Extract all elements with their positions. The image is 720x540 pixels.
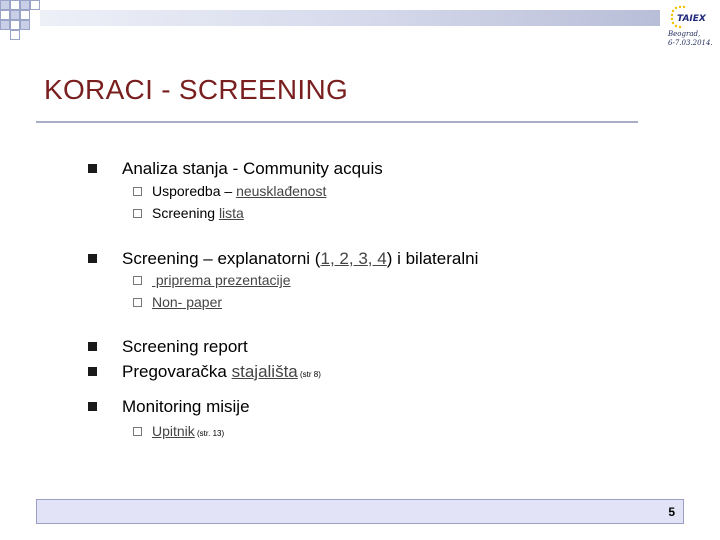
logo-text: TAIEX	[677, 14, 706, 24]
date-stamp	[668, 30, 720, 48]
checkbox-bullet-icon	[133, 298, 142, 307]
bullet-item-screening-report: Screening report	[88, 337, 248, 357]
title-divider	[36, 121, 638, 123]
stamp-line-1: Beograd,	[668, 30, 701, 38]
stamp-line-2: 6-7.03.2014.	[668, 39, 713, 47]
link-2[interactable]: 2	[339, 249, 349, 268]
sub-item-screening-lista: Screening lista	[133, 205, 244, 221]
checkbox-bullet-icon	[133, 187, 142, 196]
bullet-square-icon	[88, 367, 97, 376]
sub-item-upitnik	[133, 423, 224, 439]
bullet-item-monitoring: Monitoring misije	[88, 397, 250, 417]
link-sep[interactable]: ,	[348, 249, 359, 268]
link-stajalista[interactable]: stajališta	[231, 362, 298, 381]
link-3[interactable]: 3	[358, 249, 368, 268]
checkbox-bullet-icon	[133, 427, 142, 436]
bullet-text: Analiza stanja - Community acquis	[122, 159, 383, 178]
link-lista[interactable]: lista	[218, 205, 244, 221]
link-priprema-prezentacije[interactable]: priprema prezentacije	[152, 272, 291, 288]
link-sep[interactable]: ,	[367, 249, 378, 268]
footer-bar	[36, 499, 684, 524]
sub-item-priprema	[133, 272, 291, 288]
bullet-square-icon	[88, 342, 97, 351]
bullet-square-icon	[88, 164, 97, 173]
checkbox-bullet-icon	[133, 209, 142, 218]
checkbox-bullet-icon	[133, 276, 142, 285]
link-1[interactable]: 1	[320, 249, 330, 268]
bullet-item-screening-explanatorni: Screening – explanatorni (1, 2, 3, 4) i bilateralni	[88, 249, 478, 269]
page-note: (str. 13)	[194, 429, 225, 438]
bullet-item-pregovaracka: Pregovaračka stajališta (str 8)	[88, 362, 321, 382]
bullet-square-icon	[88, 254, 97, 263]
bullet-item-analiza	[88, 159, 383, 179]
link-sep[interactable]: ,	[329, 249, 340, 268]
sub-item-usporedba: Usporedba – neusklađenost	[133, 183, 326, 199]
taiex-logo	[668, 4, 714, 30]
slide-title: KORACI - SCREENING	[44, 74, 349, 105]
bullet-square-icon	[88, 402, 97, 411]
link-neuskladenost[interactable]: neusklađenost	[236, 183, 327, 199]
link-4[interactable]: 4	[377, 249, 387, 268]
page-note: (str 8)	[297, 370, 321, 379]
link-non-paper[interactable]: Non- paper	[152, 294, 223, 310]
header-gradient-band	[40, 10, 660, 26]
link-upitnik[interactable]: Upitnik	[152, 423, 195, 439]
page-number: 5	[668, 505, 675, 519]
sub-item-non-paper	[133, 294, 222, 310]
